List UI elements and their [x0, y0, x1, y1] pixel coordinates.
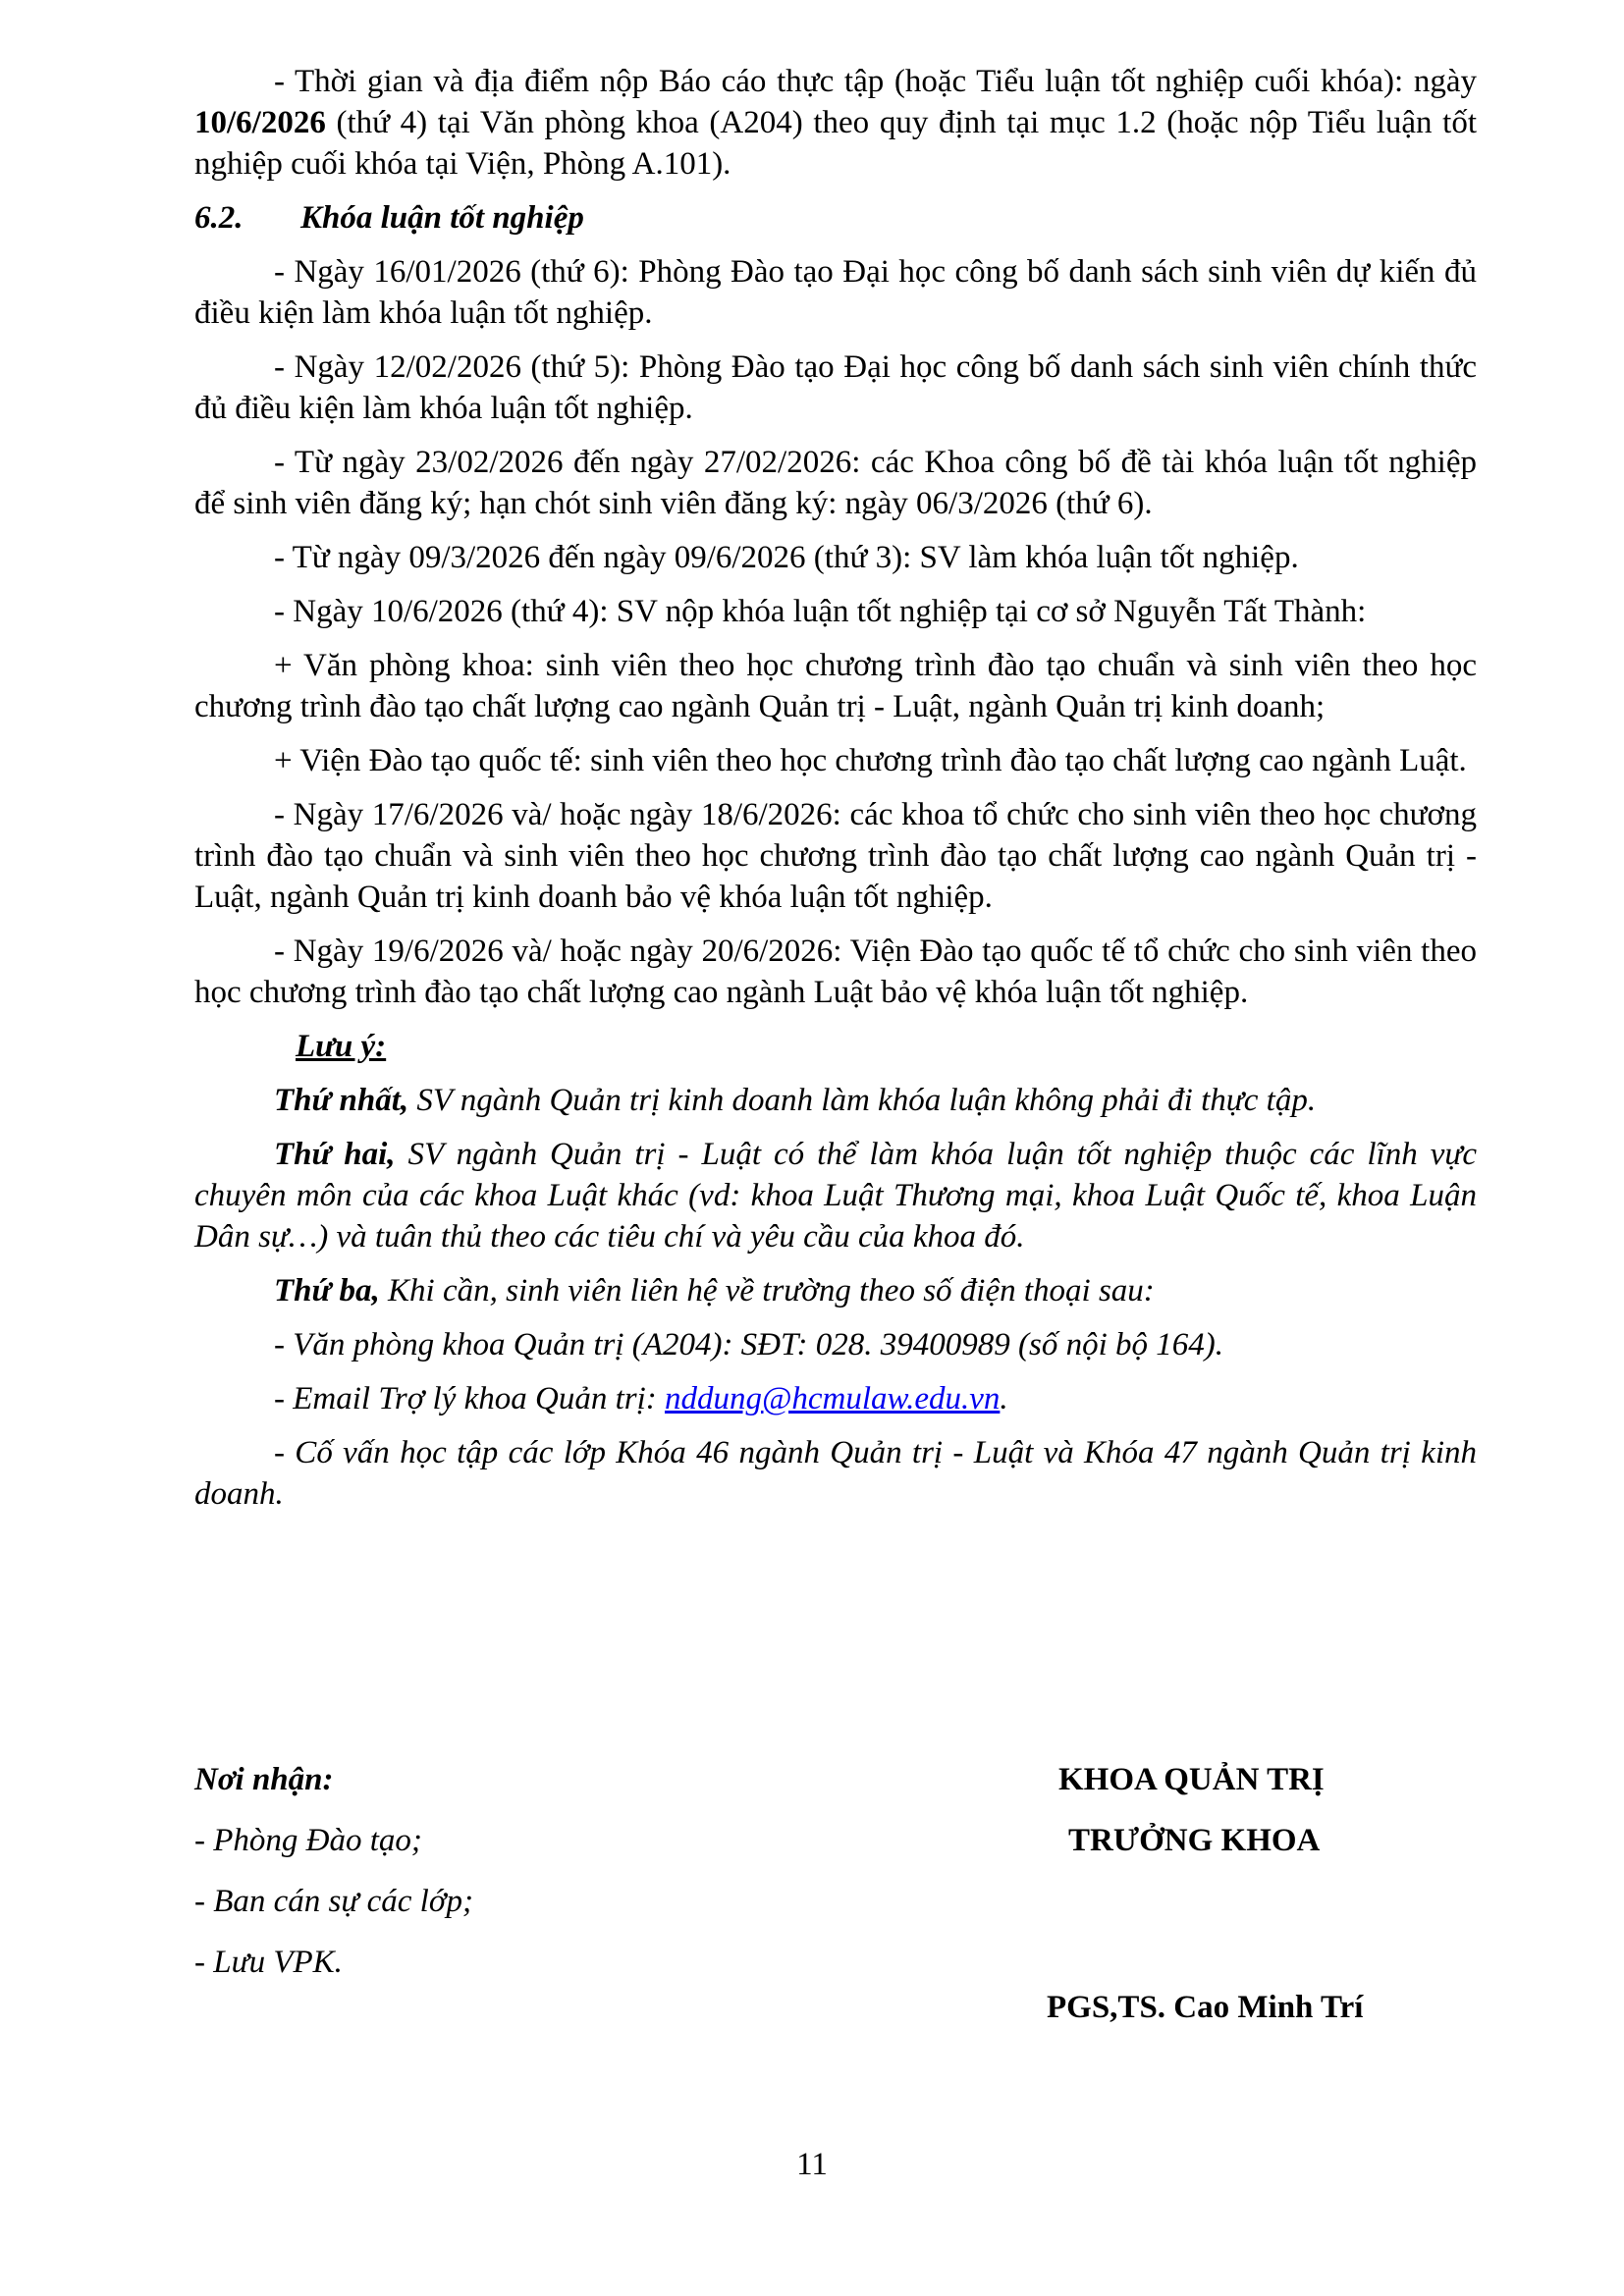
list-item: - Ngày 12/02/2026 (thứ 5): Phòng Đào tạo Đại học công bố danh sách sinh viên chính thức đủ điều kiện làm khóa luận tốt nghiệp. — [194, 349, 1477, 426]
document-body — [194, 61, 1477, 1527]
list-item: - Ngày 19/6/2026 và/ hoặc ngày 20/6/2026: Viện Đào tạo quốc tế tổ chức cho sinh viên theo học chương trình đào tạo chất lượng cao ngành Luật bảo vệ khóa luận tốt nghiệp. — [194, 934, 1477, 1010]
contact-advisors: - Cố vấn học tập các lớp Khóa 46 ngành Quản trị - Luật và Khóa 47 ngành Quản trị kinh doanh. — [194, 1435, 1477, 1512]
note-lead: Thứ hai, — [274, 1137, 396, 1172]
recipients — [194, 1759, 823, 2002]
recipients-title: Nơi nhận: — [194, 1762, 334, 1797]
list-item: - Ngày 16/01/2026 (thứ 6): Phòng Đào tạo Đại học công bố danh sách sinh viên dự kiến đủ điều kiện làm khóa luận tốt nghiệp. — [194, 254, 1477, 331]
note-second — [194, 1134, 1477, 1257]
note-text: SV ngành Quản trị - Luật có thể làm khóa luận tốt nghiệp thuộc các lĩnh vực chuyên môn của các khoa Luật khác (vd: khoa Luật Thương mại, khoa Luật Quốc tế, khoa Luận Dân sự…) và tuân thủ theo các tiêu chí và yêu cầu của khoa đó. — [194, 1137, 1477, 1255]
contact-phone: - Văn phòng khoa Quản trị (A204): SĐT: 028. 39400989 (số nội bộ 164). — [274, 1327, 1224, 1362]
note-text: Khi cần, sinh viên liên hệ về trường theo số điện thoại sau: — [379, 1273, 1155, 1308]
section-title: Khóa luận tốt nghiệp — [300, 200, 584, 236]
page-number: 11 — [796, 2147, 828, 2182]
list-item: - Ngày 10/6/2026 (thứ 4): SV nộp khóa luận tốt nghiệp tại cơ sở Nguyễn Tất Thành: — [274, 594, 1367, 629]
submission-date: 10/6/2026 — [194, 105, 326, 140]
contact-email — [194, 1378, 1477, 1419]
recipient-item: - Ban cán sự các lớp; — [194, 1884, 473, 1919]
note-text: SV ngành Quản trị kinh doanh làm khóa luận không phải đi thực tập. — [408, 1083, 1317, 1118]
recipient-item: - Phòng Đào tạo; — [194, 1823, 422, 1858]
recipient-item: - Lưu VPK. — [194, 1945, 343, 1980]
signatory-name: PGS,TS. Cao Minh Trí — [1047, 1990, 1364, 2025]
section-heading — [194, 197, 1477, 239]
email-label: - Email Trợ lý khoa Quản trị: — [274, 1381, 666, 1416]
note-third — [194, 1270, 1477, 1311]
list-item: - Ngày 17/6/2026 và/ hoặc ngày 18/6/2026: các khoa tổ chức cho sinh viên theo học chương trình đào tạo chuẩn và sinh viên theo học chương trình đào tạo chất lượng cao ngành Quản trị - Luật, ngành Quản trị kinh doanh bảo vệ khóa luận tốt nghiệp. — [194, 797, 1477, 915]
list-item: + Viện Đào tạo quốc tế: sinh viên theo học chương trình đào tạo chất lượng cao ngành Luật. — [274, 743, 1467, 778]
email-suffix: . — [1000, 1381, 1008, 1416]
list-item: - Từ ngày 23/02/2026 đến ngày 27/02/2026: các Khoa công bố đề tài khóa luận tốt nghiệp để sinh viên đăng ký; hạn chót sinh viên đăng ký: ngày 06/3/2026 (thứ 6). — [194, 445, 1477, 521]
signatory-org: KHOA QUẢN TRỊ — [1058, 1762, 1325, 1797]
note-first — [194, 1080, 1477, 1121]
submission-paragraph — [194, 61, 1477, 185]
submission-text-end: (thứ 4) tại Văn phòng khoa (A204) theo quy định tại mục 1.2 (hoặc nộp Tiểu luận tốt nghiệp cuối khóa tại Viện, Phòng A.101). — [194, 105, 1477, 182]
note-lead: Thứ ba, — [274, 1273, 380, 1308]
list-item: - Từ ngày 09/3/2026 đến ngày 09/6/2026 (thứ 3): SV làm khóa luận tốt nghiệp. — [274, 540, 1299, 575]
note-title: Lưu ý: — [296, 1029, 387, 1064]
signatory-position: TRƯỞNG KHOA — [1068, 1823, 1321, 1858]
list-item: + Văn phòng khoa: sinh viên theo học chương trình đào tạo chuẩn và sinh viên theo học chương trình đào tạo chất lượng cao ngành Quản trị - Luật, ngành Quản trị kinh doanh; — [194, 648, 1477, 724]
note-lead: Thứ nhất, — [274, 1083, 409, 1118]
email-link[interactable]: nddung@hcmulaw.edu.vn — [665, 1381, 1001, 1416]
submission-text: - Thời gian và địa điểm nộp Báo cáo thực tập (hoặc Tiểu luận tốt nghiệp cuối khóa): ngày — [274, 64, 1477, 99]
section-number: 6.2. — [194, 200, 244, 236]
